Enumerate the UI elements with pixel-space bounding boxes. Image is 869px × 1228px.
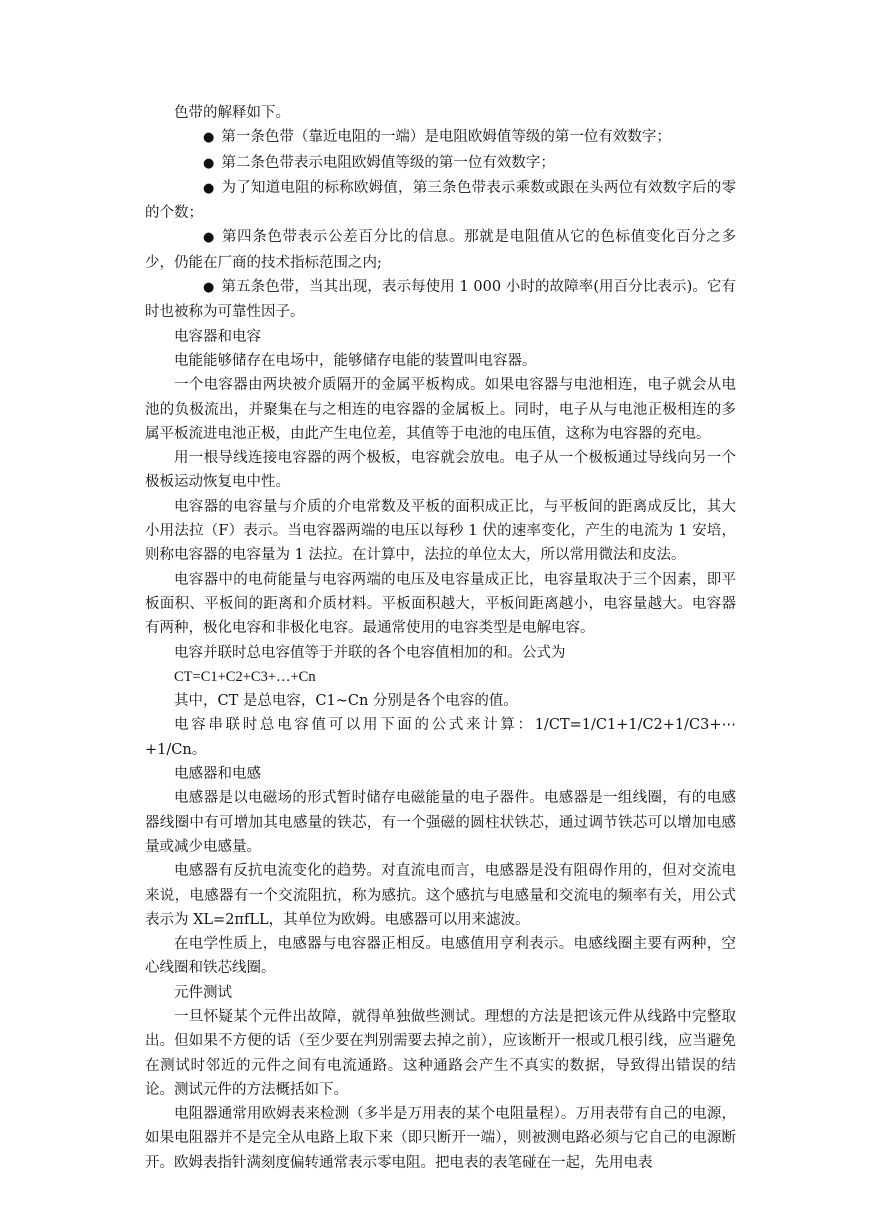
bullet-dot-icon: ● [203,280,215,296]
bullet-item [145,125,736,150]
bullet-dot-icon: ● [203,155,215,171]
intro-paragraph: 色带的解释如下。 [174,105,290,121]
section-heading-testing: 元件测试 [174,984,232,1001]
section-heading-capacitor: 电容器和电容 [174,328,261,345]
paragraph: 电感器有反抗电流变化的趋势。对直流电而言，电感器是没有阻碍作用的，但对交流电来说，电感器有一个交流阻抗，称为感抗。这个感抗与电感量和交流电的频率有关，用公式表示为 XL=2πfLL，其单位为欧姆。电感器可以用来滤波。 [145,863,736,928]
paragraph: 一旦怀疑某个元件出故障，就得单独做些测试。理想的方法是把该元件从线路中完整取出。但如果不方便的话（至少要在判别需要去掉之前），应该断开一根或几根引线，应当避免在测试时邻近的元件之间有电流通路。这种通路会产生不真实的数据，导致得出错误的结论。测试元件的方法概括如下。 [145,1008,736,1098]
document-page [145,101,736,1175]
bullet-dot-icon: ● [203,130,215,146]
series-note: 电容串联时总电容值可以用下面的公式来计算：1/CT=1/C1+1/C2+1/C3+⋯+1/Cn。 [145,717,736,758]
section-heading-inductor: 电感器和电感 [174,766,261,783]
paragraph: 电阻器通常用欧姆表来检测（多半是万用表的某个电阻量程）。万用表带有自己的电源，如果电阻器并不是完全从电路上取下来（即只断开一端），则被测电路必须与它自己的电源断开。欧姆表指针满刻度偏转通常表示零电阻。把电表的表笔碰在一起，先用电表 [145,1106,736,1171]
paragraph: 电能能够储存在电场中，能够储存电能的装置叫电容器。 [174,352,537,369]
bullet-item [145,225,736,275]
paragraph: 用一根导线连接电容器的两个极板，电容就会放电。电子从一个极板通过导线向另一个极板运动恢复电中性。 [145,450,736,491]
paragraph: 电容器的电容量与介质的介电常数及平板的面积成正比，与平板间的距离成反比，其大小用法拉（F）表示。当电容器两端的电压以每秒 1 伏的速率变化，产生的电流为 1 安培，则称电容器的电容量为 1 法拉。在计算中，法拉的单位太大，所以常用微法和皮法。 [145,498,736,564]
formula-parallel: CT=C1+C2+C3+…+Cn [174,668,316,685]
bullet-dot-icon: ● [203,180,215,196]
bullet-text: 第二条色带表示电阻欧姆值等级的第一位有效数字； [221,154,555,171]
bullet-text: 第一条色带（靠近电阻的一端）是电阻欧姆值等级的第一位有效数字； [221,129,671,146]
bullet-text: 为了知道电阻的标称欧姆值，第三条色带表示乘数或跟在头两位有效数字后的零的个数； [145,179,736,222]
paragraph: 电容器中的电荷能量与电容两端的电压及电容量成正比，电容量取决于三个因素，即平板面积、平板间的距离和介质材料。平板面积越大，平板间距离越小，电容量越大。电容器有两种，极化电容和非极化电容。最通常使用的电容类型是电解电容。 [145,571,736,637]
paragraph: 电容并联时总电容值等于并联的各个电容值相加的和。公式为 [174,644,566,661]
bullet-text: 第五条色带，当其出现，表示每使用 1 000 小时的故障率(用百分比表示)。它有时也被称为可靠性因子。 [145,279,736,321]
bullet-item [145,151,736,176]
bullet-item [145,275,736,325]
formula-note: 其中，CT 是总电容，C1~Cn 分别是各个电容的值。 [174,693,518,710]
paragraph: 在电学性质上，电感器与电容器正相反。电感值用亨利表示。电感线圈主要有两种，空心线圈和铁芯线圈。 [145,936,736,977]
bullet-text: 第四条色带表示公差百分比的信息。那就是电阻值从它的色标值变化百分之多少，仍能在厂商的技术指标范围之内; [145,229,736,271]
bullet-item [145,176,736,226]
paragraph: 电感器是以电磁场的形式暂时储存电磁能量的电子器件。电感器是一组线圈，有的电感器线圈中有可增加其电感量的铁芯，有一个强磁的圆柱状铁芯，通过调节铁芯可以增加电感量或减少电感量。 [145,790,736,855]
paragraph: 一个电容器由两块被介质隔开的金属平板构成。如果电容器与电池相连，电子就会从电池的负极流出，并聚集在与之相连的电容器的金属板上。同时，电子从与电池正极相连的多属平板流进电池正极，由此产生电位差，其值等于电池的电压值，这称为电容器的充电。 [145,377,736,442]
bullet-dot-icon: ● [203,230,215,246]
